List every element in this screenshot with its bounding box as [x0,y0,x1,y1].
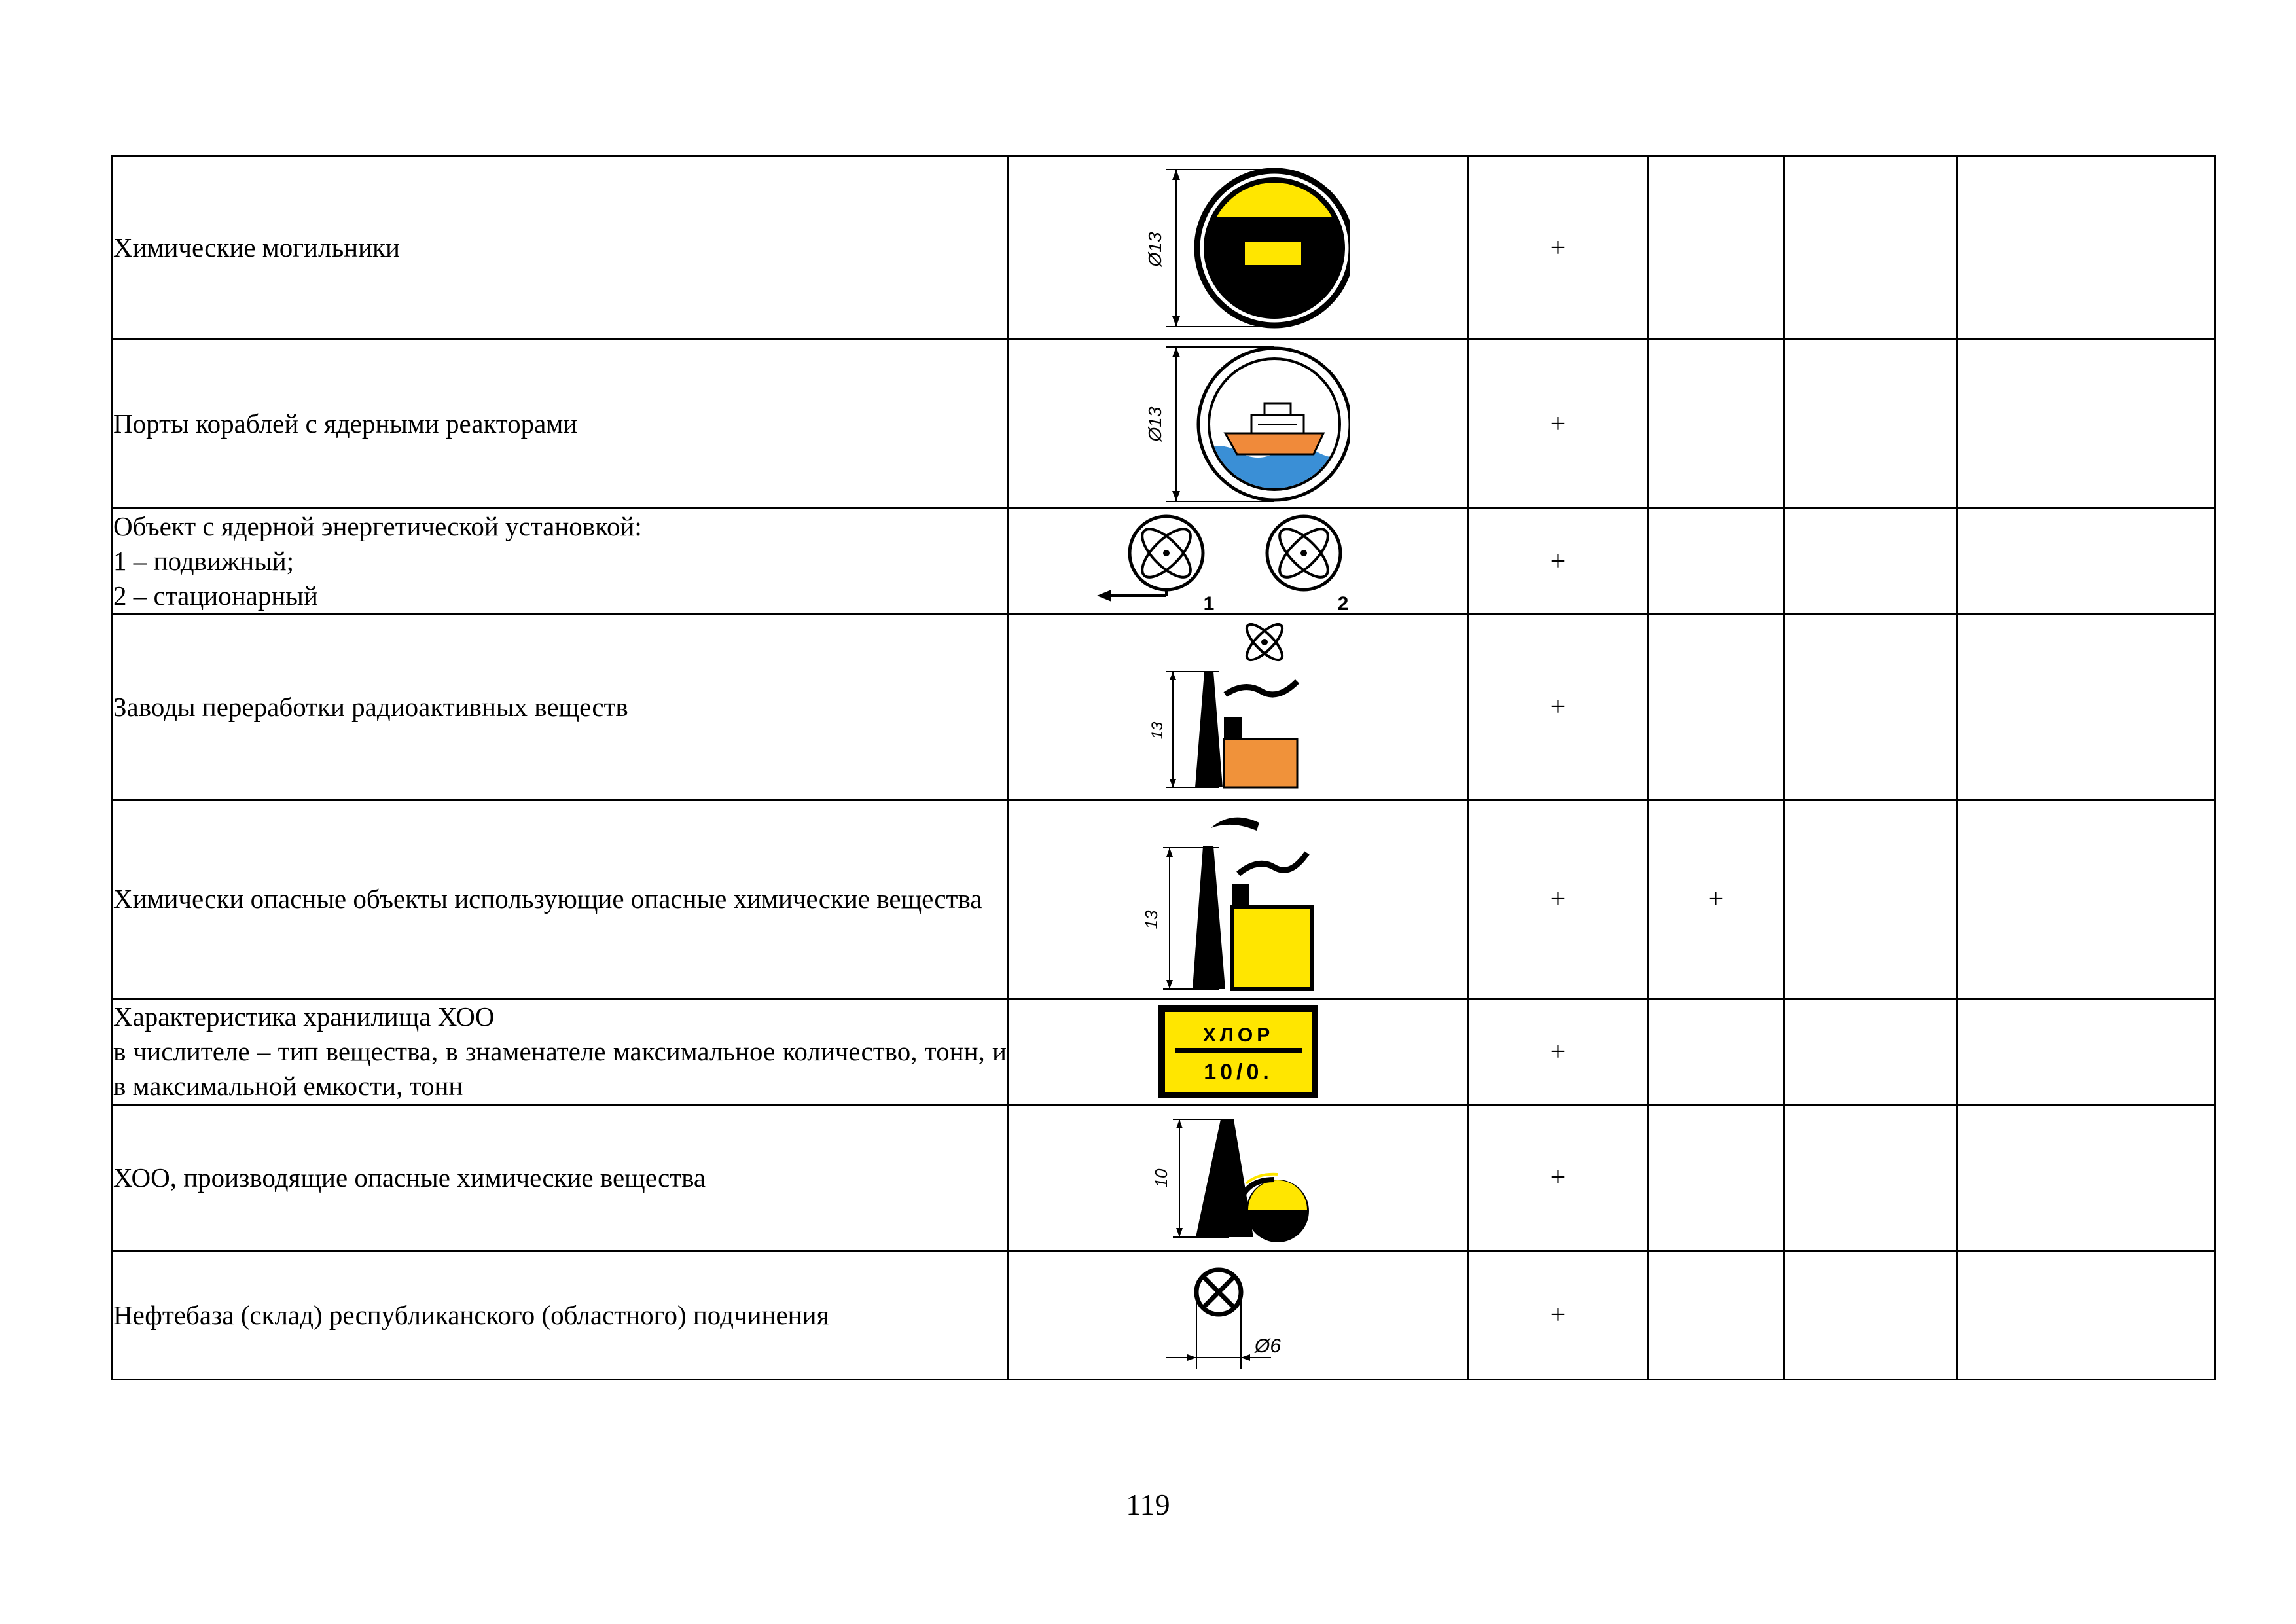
symbol-cell [1008,156,1469,340]
nuclear-ship-port-icon [1127,342,1350,507]
symbol-cell [1008,340,1469,509]
chemical-hazard-facility-icon [1134,802,1343,997]
nuclear-power-unit-icon [1094,511,1382,612]
description-line: в числителе – тип вещества, в знаменателе максимальное количество, тонн, и в максимальной емкости, тонн [113,1036,1007,1101]
symbol-cell [1008,999,1469,1105]
row-description [113,1105,1008,1251]
table-row [113,615,2215,800]
radioactive-processing-plant-icon [1140,616,1336,798]
mark-cell [1784,1251,1957,1380]
storage-numerator: ХЛОР [1202,1024,1274,1046]
table-row [113,999,2215,1105]
mark-cell [1784,340,1957,509]
mark-cell [1784,509,1957,615]
row-description [113,615,1008,800]
description-line: Химические могильники [113,232,400,262]
row-description [113,156,1008,340]
variant-label-2: 2 [1337,593,1348,612]
description-line: 1 – подвижный; [113,546,295,576]
symbol-cell [1008,800,1469,999]
row-description [113,509,1008,615]
mark-cell [1957,340,2215,509]
chemical-producer-icon [1143,1106,1333,1249]
dimension-label: Ø6 [1254,1335,1281,1357]
mark-cell [1648,509,1784,615]
mark-cell [1648,340,1784,509]
dimension-label: 10 [1151,1168,1171,1188]
mark-cell: + [1648,800,1784,999]
symbol-cell [1008,615,1469,800]
dimension-label: Ø13 [1144,232,1165,266]
mark-cell: + [1469,999,1648,1105]
chemical-burial-icon [1127,158,1350,338]
description-line: Нефтебаза (склад) республиканского (областного) подчинения [113,1299,829,1330]
storage-denominator: 10/0. [1203,1059,1273,1085]
table-row [113,1105,2215,1251]
oil-depot-icon [1140,1253,1336,1377]
mark-cell [1784,800,1957,999]
page-number: 119 [1126,1488,1170,1521]
table-row [113,800,2215,999]
symbol-cell [1008,1105,1469,1251]
mark-cell: + [1469,1251,1648,1380]
description-line: Объект с ядерной энергетической установкой: [113,511,642,541]
description-line: Заводы переработки радиоактивных веществ [113,691,628,722]
mark-cell [1957,1105,2215,1251]
mark-cell: + [1469,615,1648,800]
mark-cell [1784,615,1957,800]
variant-label-1: 1 [1203,593,1214,612]
legend-table [111,155,2216,1380]
mark-cell: + [1469,156,1648,340]
mark-cell: + [1469,1105,1648,1251]
storage-sign-icon [1157,1003,1320,1100]
dimension-label: 13 [1141,910,1161,929]
mark-cell: + [1469,509,1648,615]
mark-cell [1957,1251,2215,1380]
mark-cell [1648,1251,1784,1380]
description-line: Химически опасные объекты использующие опасные химические вещества [113,884,982,914]
mark-cell [1784,1105,1957,1251]
mark-cell [1784,999,1957,1105]
mark-cell [1957,156,2215,340]
row-description [113,340,1008,509]
row-description [113,800,1008,999]
mark-cell [1957,615,2215,800]
mark-cell: + [1469,340,1648,509]
mark-cell [1648,1105,1784,1251]
dimension-label: 13 [1148,721,1166,740]
mark-cell [1957,999,2215,1105]
mark-cell [1648,615,1784,800]
dimension-label: Ø13 [1144,406,1165,441]
description-line: 2 – стационарный [113,581,318,611]
symbol-cell [1008,509,1469,615]
description-line: Характеристика хранилища ХОО [113,1001,495,1032]
table-row [113,340,2215,509]
row-description [113,999,1008,1105]
mark-cell [1648,156,1784,340]
description-line: ХОО, производящие опасные химические вещества [113,1162,706,1193]
mark-cell [1648,999,1784,1105]
description-line: Порты кораблей с ядерными реакторами [113,408,578,439]
row-description [113,1251,1008,1380]
mark-cell [1957,509,2215,615]
mark-cell: + [1469,800,1648,999]
mark-cell [1784,156,1957,340]
table-row [113,156,2215,340]
table-row [113,1251,2215,1380]
table-row [113,509,2215,615]
mark-cell [1957,800,2215,999]
symbol-cell [1008,1251,1469,1380]
